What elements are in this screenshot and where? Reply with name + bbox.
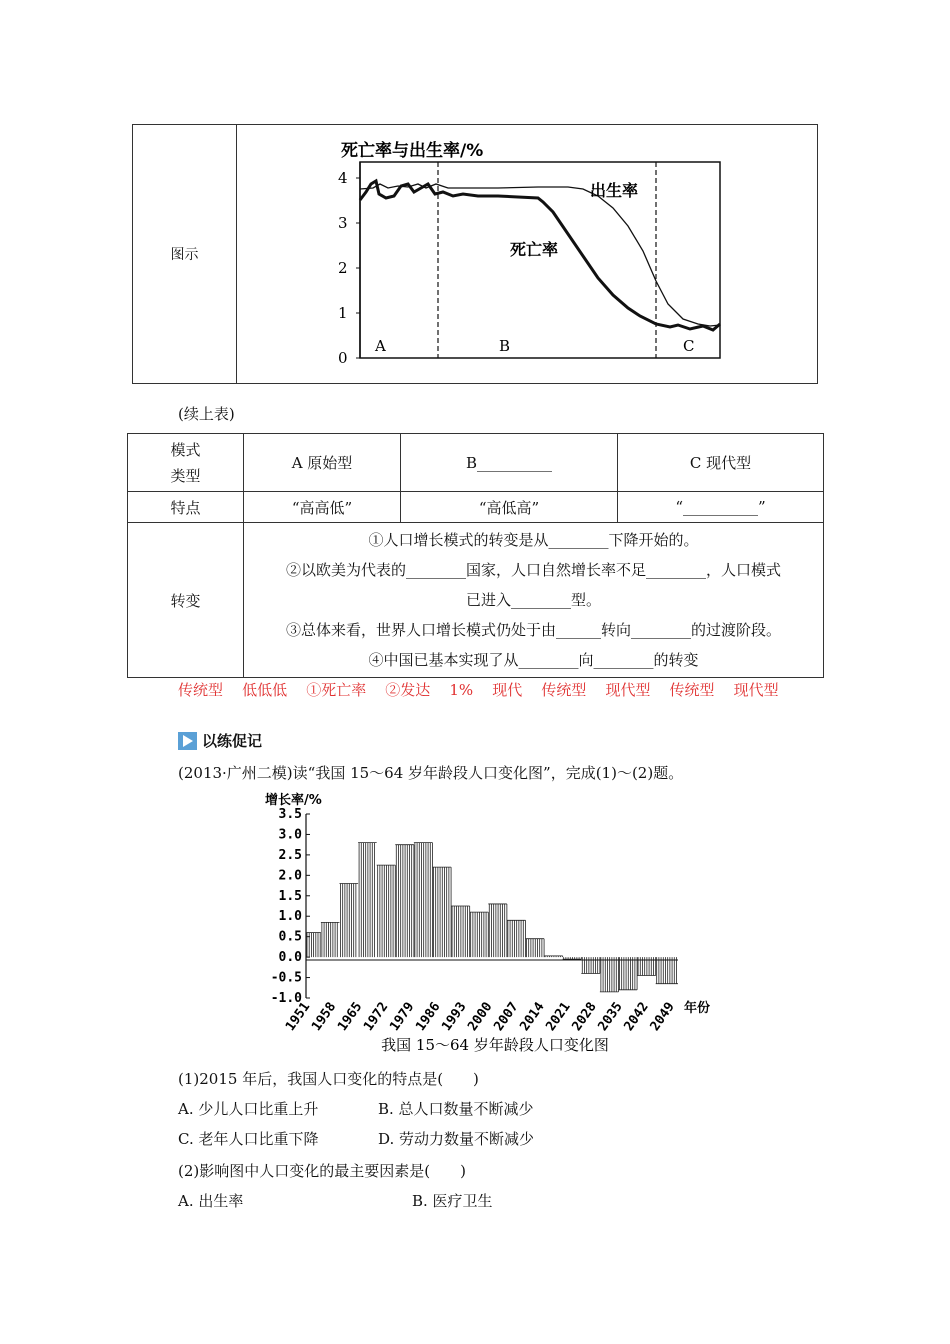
answer-key bbox=[178, 679, 779, 700]
bar bbox=[525, 939, 544, 957]
bar bbox=[358, 843, 377, 957]
bar-y-tick-label: 2.5 bbox=[278, 847, 302, 863]
answer-item: 现代 bbox=[492, 681, 523, 699]
bars bbox=[306, 843, 678, 992]
answer-item: ①死亡率 bbox=[306, 681, 367, 699]
bar-y-tick-label: 1.5 bbox=[278, 888, 302, 904]
bar bbox=[377, 865, 396, 957]
y-axis-ticks bbox=[338, 169, 360, 367]
bar-y-axis-ticks bbox=[271, 807, 310, 1006]
bar-x-tick-label: 2000 bbox=[465, 999, 496, 1034]
bar-y-tick-label: -1.0 bbox=[270, 991, 302, 1006]
population-model-table bbox=[127, 433, 824, 678]
population-change-chart bbox=[260, 788, 730, 1056]
bar-y-tick-label: -0.5 bbox=[270, 970, 302, 986]
answer-item: 传统型 bbox=[669, 681, 715, 699]
y-tick-label: 4 bbox=[338, 169, 348, 187]
bar-x-tick-label: 1979 bbox=[387, 999, 418, 1034]
q2-stem: (2)影响图中人口变化的最主要因素是( ) bbox=[178, 1162, 466, 1180]
change-item-3: ③总体来看，世界人口增长模式仍处于由______转向________的过渡阶段。 bbox=[285, 621, 781, 639]
feature-c: “__________” bbox=[618, 492, 824, 523]
bar bbox=[544, 956, 563, 957]
birth-death-rate-chart bbox=[238, 126, 816, 382]
change-item-4: ④中国已基本实现了从________向________的转变 bbox=[368, 651, 699, 669]
header-col-c: C 现代型 bbox=[618, 434, 824, 492]
answer-item: 现代型 bbox=[733, 681, 779, 699]
bar-x-tick-label: 2042 bbox=[621, 999, 652, 1034]
bar bbox=[507, 920, 526, 957]
y-tick-label: 2 bbox=[338, 259, 348, 277]
answer-item: 1% bbox=[449, 681, 474, 699]
bar-x-axis-ticks bbox=[283, 1000, 678, 1034]
bar-x-tick-label: 1958 bbox=[309, 999, 340, 1034]
bar bbox=[656, 957, 678, 984]
change-content bbox=[244, 523, 824, 678]
q1-option-a[interactable]: A. 少儿人口比重上升 bbox=[178, 1100, 319, 1118]
header-model-type: 模式 类型 bbox=[128, 434, 244, 492]
header-col-a: A 原始型 bbox=[244, 434, 401, 492]
bar bbox=[395, 845, 414, 957]
bar-y-tick-label: 3.5 bbox=[278, 807, 302, 822]
header-col-b: B__________ bbox=[401, 434, 618, 492]
bar bbox=[618, 957, 637, 990]
answer-item: 现代型 bbox=[605, 681, 651, 699]
bar-x-tick-label: 2007 bbox=[491, 999, 522, 1034]
answer-item: 低低低 bbox=[242, 681, 288, 699]
bar-y-tick-label: 1.0 bbox=[278, 909, 302, 925]
bar-x-tick-label: 2035 bbox=[595, 999, 626, 1034]
bar-y-tick-label: 0.5 bbox=[278, 929, 302, 945]
bar bbox=[339, 884, 358, 958]
y-tick-label: 3 bbox=[338, 214, 348, 232]
diagram-cell bbox=[237, 125, 818, 384]
change-item-2-cont: 已进入________型。 bbox=[465, 591, 601, 609]
play-arrow-icon bbox=[178, 732, 197, 750]
bar bbox=[470, 912, 489, 957]
bar bbox=[432, 867, 451, 957]
zone-a-label: A bbox=[375, 337, 386, 355]
q2-option-a[interactable]: A. 出生率 bbox=[178, 1192, 244, 1210]
bar bbox=[451, 906, 470, 957]
q1-stem: (1)2015 年后，我国人口变化的特点是( ) bbox=[178, 1070, 479, 1088]
question-intro: (2013·广州二模)读“我国 15～64 岁年龄段人口变化图”，完成(1)～(2)题。 bbox=[178, 764, 684, 782]
bar-y-tick-label: 3.0 bbox=[278, 827, 302, 843]
feature-label: 特点 bbox=[128, 492, 244, 523]
change-item-1: ①人口增长模式的转变是从________下降开始的。 bbox=[368, 531, 699, 549]
chart-title: 死亡率与出生率/% bbox=[341, 141, 484, 161]
bar-y-tick-label: 2.0 bbox=[278, 868, 302, 884]
death-rate-label: 死亡率 bbox=[510, 240, 559, 259]
diagram-table bbox=[132, 124, 818, 384]
bar-x-tick-label: 2049 bbox=[647, 999, 678, 1034]
change-item-2: ②以欧美为代表的________国家，人口自然增长率不足________，人口模式 bbox=[285, 561, 781, 579]
q1-option-b[interactable]: B. 总人口数量不断减少 bbox=[378, 1100, 534, 1118]
q1-option-c[interactable]: C. 老年人口比重下降 bbox=[178, 1130, 319, 1148]
bar-x-tick-label: 1951 bbox=[283, 999, 314, 1034]
q1-option-d[interactable]: D. 劳动力数量不断减少 bbox=[378, 1130, 535, 1148]
zone-c-label: C bbox=[683, 337, 695, 355]
q2-option-b[interactable]: B. 医疗卫生 bbox=[412, 1192, 493, 1210]
bar-x-tick-label: 2014 bbox=[517, 999, 548, 1034]
bar-x-tick-label: 1993 bbox=[439, 999, 470, 1034]
bar-x-tick-label: 2028 bbox=[569, 999, 600, 1034]
section-title: 以练促记 bbox=[202, 732, 263, 750]
bar-x-tick-label: 1986 bbox=[413, 999, 444, 1034]
change-label: 转变 bbox=[128, 523, 244, 678]
y-tick-label: 0 bbox=[338, 349, 348, 367]
feature-a: “高高低” bbox=[244, 492, 401, 523]
bar-x-tick-label: 1965 bbox=[335, 999, 366, 1034]
answer-item: 传统型 bbox=[178, 681, 224, 699]
continue-label: (续上表) bbox=[178, 405, 235, 423]
chart-ylabel: 增长率/% bbox=[265, 793, 322, 808]
answer-item: 传统型 bbox=[541, 681, 587, 699]
bar bbox=[563, 957, 582, 959]
bar bbox=[600, 957, 619, 992]
zone-b-label: B bbox=[499, 337, 511, 355]
chart-caption: 我国 15～64 岁年龄段人口变化图 bbox=[381, 1036, 609, 1054]
diagram-row-label: 图示 bbox=[133, 125, 237, 384]
bar bbox=[321, 922, 340, 957]
section-header bbox=[178, 730, 262, 751]
bar-x-tick-label: 1972 bbox=[361, 999, 392, 1034]
bar bbox=[414, 843, 433, 957]
birth-rate-label: 出生率 bbox=[590, 181, 639, 200]
bar-x-tick-label: 2021 bbox=[543, 999, 574, 1034]
answer-item: ②发达 bbox=[385, 681, 431, 699]
bar-y-tick-label: 0.0 bbox=[278, 950, 302, 966]
y-tick-label: 1 bbox=[338, 304, 348, 322]
chart-xlabel: 年份 bbox=[684, 1001, 711, 1016]
feature-b: “高低高” bbox=[401, 492, 618, 523]
bar bbox=[488, 904, 507, 957]
